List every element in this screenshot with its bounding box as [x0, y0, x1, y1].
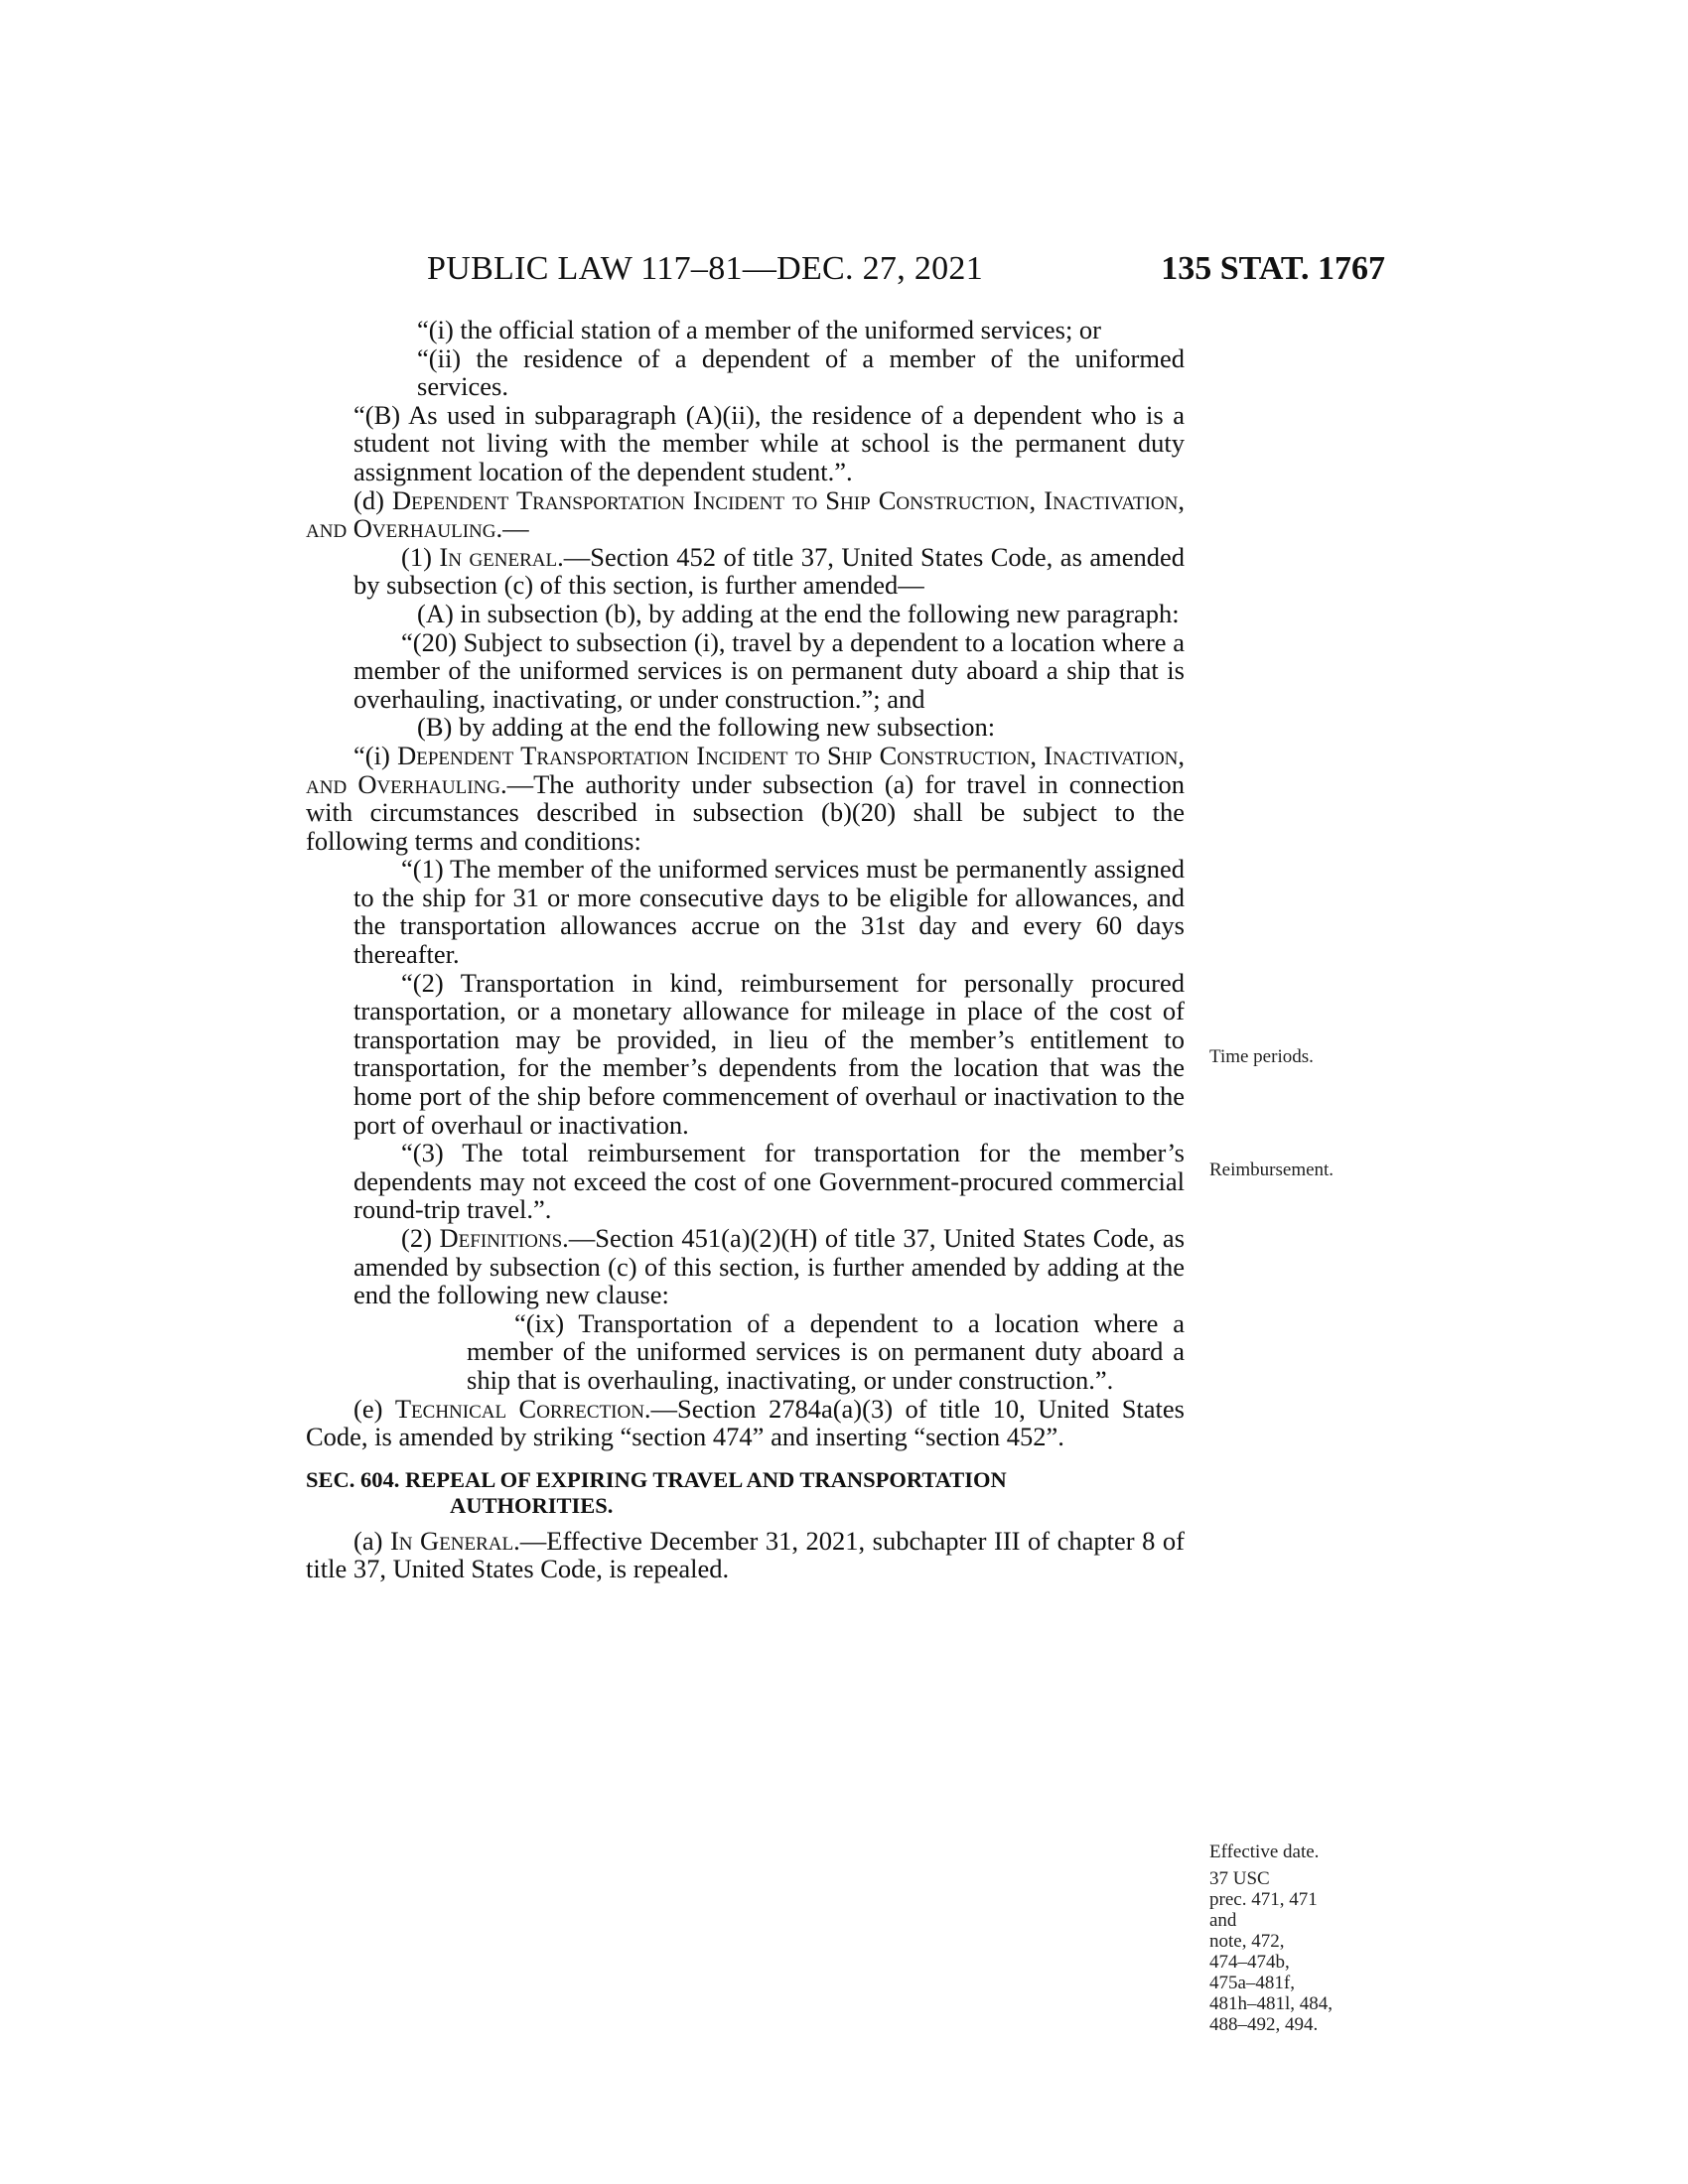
paragraph-2-text: Section 451(a)(2)(H) of title 37, United States Code, as amended by subsection (c) of this section, is further amended by adding at the end the following new clause: — [353, 1223, 1186, 1310]
subsection-i-label: “(i) — [353, 740, 390, 770]
margin-note-time-periods: Time periods. — [1209, 1046, 1314, 1067]
subsection-e-label: (e) — [353, 1393, 383, 1424]
usc-citation-line3: and — [1209, 1910, 1237, 1931]
margin-note-effective-date — [1209, 1842, 1398, 2035]
condition-1-time-periods: “(1) The member of the uniformed services must be permanently assigned to the ship for 31 or more consecutive days to be eligible for allowances, and the transportation allowances accrue on the 31st day and every 60 days thereafter. — [353, 854, 1185, 970]
section-604-subsection-a — [306, 1527, 1185, 1583]
subparagraph-a-amendment: (A) in subsection (b), by adding at the end the following new paragraph: — [417, 598, 1180, 628]
clause-ix-transportation: “(ix) Transportation of a dependent to a location where a member of the uniformed services is on permanent duty aboard a ship that is overhauling, inactivating, or under construction.”. — [467, 1307, 1185, 1395]
condition-3-total-limit: “(3) The total reimbursement for transportation for the member’s dependents may not exceed the cost of one Government-procured commercial round-trip travel.”. — [353, 1138, 1185, 1225]
paragraph-2-definitions — [306, 1224, 1185, 1309]
subsection-e-text: Section 2784a(a)(3) of title 10, United States Code, is amended by striking “section 474” and inserting “section 452”. — [306, 1393, 1185, 1452]
section-604-a-label: (a) — [353, 1525, 383, 1556]
public-law-citation: PUBLIC LAW 117–81—DEC. 27, 2021 — [427, 250, 984, 287]
clause-i-official-station: “(i) the official station of a member of the uniformed services; or — [417, 315, 1101, 344]
paragraph-1-in-general — [306, 543, 1185, 600]
effective-date-label: Effective date. — [1209, 1842, 1320, 1862]
usc-citation-line1: 37 USC — [1209, 1868, 1270, 1889]
usc-citation-line5: 474–474b, — [1209, 1952, 1290, 1973]
section-604-title — [306, 1467, 1185, 1519]
subsection-e-heading: Technical Correction.— — [394, 1393, 678, 1424]
paragraph-20-text: “(20) Subject to subsection (i), travel by a dependent to a location where a member of the uniformed services is on permanent duty aboard a ship that is overhauling, inactivating, or under construction.”; and — [353, 626, 1185, 714]
section-604-a-heading: In General.— — [389, 1525, 547, 1556]
subparagraph-b: “(B) As used in subparagraph (A)(ii), the residence of a dependent who is a student not living with the member while at school is the permanent duty assignment location of the dependent student.”. — [353, 399, 1185, 486]
section-604-a-text: Effective December 31, 2021, subchapter III of chapter 8 of title 37, United States Code, is repealed. — [306, 1525, 1186, 1584]
clause-ii-residence: “(ii) the residence of a dependent of a member of the uniformed services. — [417, 342, 1185, 402]
paragraph-2-label: (2) — [401, 1223, 432, 1253]
subparagraph-b-amendment: (B) by adding at the end the following new subsection: — [417, 712, 996, 743]
statute-body — [306, 316, 1185, 1583]
margin-note-reimbursement: Reimbursement. — [1209, 1160, 1335, 1180]
subsection-i-title: Dependent Transportation Incident to Ship Construction, Inactivation, and Overhauling.— — [306, 740, 1186, 799]
subsection-i-text: The authority under subsection (a) for travel in connection with circumstances described in subsection (b)(20) shall be subject to the following terms and conditions: — [306, 768, 1185, 856]
subsection-i-heading — [306, 742, 1185, 855]
subsection-d-title: Dependent Transportation Incident to Ship Construction, Inactivation, and Overhauling.— — [306, 484, 1186, 544]
stat-page-number: 135 STAT. 1767 — [1161, 250, 1385, 287]
paragraph-1-heading: In general.— — [439, 541, 591, 572]
subsection-d-heading — [306, 486, 1185, 543]
paragraph-1-label: (1) — [401, 541, 432, 572]
subsection-e-technical-correction — [306, 1395, 1185, 1451]
subsection-d-label: (d) — [353, 484, 384, 515]
paragraph-2-heading: Definitions.— — [439, 1223, 596, 1253]
paragraph-1-text: Section 452 of title 37, United States Code, as amended by subsection (c) of this section, is further amended— — [353, 541, 1186, 601]
usc-citation-line7: 481h–481l, 484, — [1209, 1993, 1334, 2014]
page-header — [427, 250, 1385, 294]
condition-2-reimbursement: “(2) Transportation in kind, reimbursement for personally procured transportation, or a monetary allowance for mileage in place of the cost of transportation may be provided, in lieu of the member’s entitlement to transportation, for the member’s dependents from the location that was the home port of the ship before commencement of overhaul or inactivation to the port of overhaul or inactivation. — [353, 967, 1185, 1140]
section-604-title-line2: AUTHORITIES. — [450, 1492, 614, 1518]
usc-citation-line6: 475a–481f, — [1209, 1973, 1296, 1993]
usc-citation-line4: note, 472, — [1209, 1931, 1285, 1952]
usc-citation-line2: prec. 471, 471 — [1209, 1889, 1318, 1910]
usc-citation-line8: 488–492, 494. — [1209, 2014, 1319, 2035]
section-604-title-line1: SEC. 604. REPEAL OF EXPIRING TRAVEL AND TRANSPORTATION — [306, 1466, 1007, 1492]
